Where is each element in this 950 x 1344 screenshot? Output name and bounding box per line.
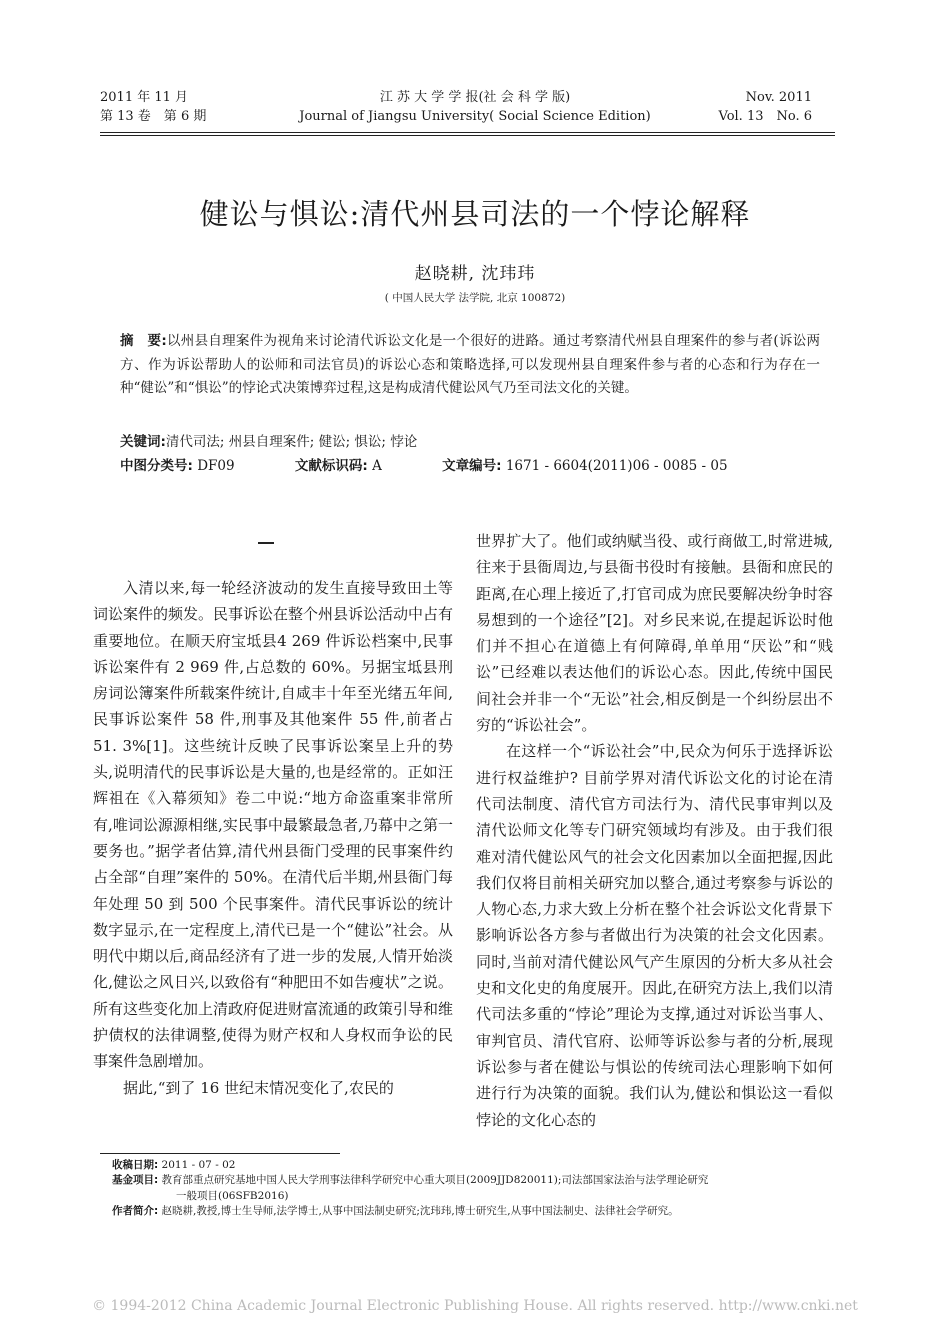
doc-code-field <box>295 458 410 474</box>
article-number-label: 文章编号: <box>442 458 502 474</box>
classification-line <box>120 455 840 477</box>
fund-label: 基金项目: <box>112 1174 159 1186</box>
footnote-received <box>112 1158 840 1174</box>
section-number-one <box>258 542 274 544</box>
body-left-column <box>93 575 453 1101</box>
footnote-author <box>112 1204 840 1220</box>
abstract-label: 摘 要: <box>120 333 167 349</box>
clc-value: DF09 <box>197 458 235 474</box>
journal-name-en: Journal of Jiangsu University( Social Science Edition) <box>299 109 651 124</box>
paper-title: 健讼与惧讼:清代州县司法的一个悖论解释 <box>199 197 751 231</box>
doc-code-value: A <box>372 458 382 474</box>
article-number-value: 1671 - 6604(2011)06 - 0085 - 05 <box>505 458 728 474</box>
author-bio-label: 作者简介: <box>112 1205 159 1217</box>
clc-label: 中图分类号: <box>120 458 193 474</box>
body-paragraph: 在这样一个“诉讼社会”中,民众为何乐于选择诉讼进行权益维护? 目前学界对清代诉讼文化的讨论在清代司法制度、清代官方司法行为、清代民事审判以及清代讼师文化等专门研究领域均有涉及。由于我们很难对清代健讼风气的社会文化因素加以全面把握,因此我们仅将目前相关研究加以整合,通过考察参与诉讼的人物心态,力求大致上分析在整个社会诉讼文化背景下影响诉讼各方参与者做出行为决策的社会文化因素。同时,当前对清代健讼风气产生原因的分析大多从社会史和文化史的角度展开。因此,在研究方法上,我们以清代司法多重的“悖论”理论为支撑,通过对诉讼当事人、审判官员、清代官府、讼师等诉讼参与者的分析,展现诉讼参与者在健讼与惧讼的传统司法心理影响下如何进行行为决策的面貌。我们认为,健讼和惧讼这一看似悖论的文化心态的 <box>476 742 833 1129</box>
body-paragraph: 入清以来,每一轮经济波动的发生直接导致田土等词讼案件的频发。民事诉讼在整个州县诉讼活动中占有重要地位。在顺天府宝坻县4 269 件诉讼档案中,民事诉讼案件有 2 969 件,占总数的 60%。另据宝坻县刑房词讼簿案件所载案件统计,自咸丰十年至光绪五年间,民事诉讼案件 58 件,刑事及其他案件 55 件,前者占51. 3%[1]。这些统计反映了民事诉讼案呈上升的势头,说明清代的民事诉讼是大量的,也是经常的。正如汪辉祖在《入幕须知》卷二中说:“地方命盗重案非常所有,唯词讼源源相继,实民事中最繁最急者,乃幕中之第一要务也。”据学者估算,清代州县衙门受理的民事案件约占全部“自理”案件的 50%。在清代后半期,州县衙门每年处理 50 到 500 个民事案件。清代民事诉讼的统计数字显示,在一定程度上,清代已是一个“健讼”社会。从明代中期以后,商品经济有了进一步的发展,人情开始淡化,健讼之风日兴,以致俗有“种肥田不如告瘦状”之说。所有这些变化加上清政府促进财富流通的政策引导和维护债权的法律调整,使得为财产权和人身权而争讼的民事案件急剧增加。 <box>93 579 454 1071</box>
header-rule-double <box>100 135 835 136</box>
keywords-label: 关键词: <box>120 434 166 450</box>
footnote-rule <box>100 1153 340 1154</box>
author-affiliation: ( 中国人民大学 法学院, 北京 100872) <box>384 292 566 304</box>
clc-field <box>120 458 263 474</box>
doc-code-label: 文献标识码: <box>294 458 368 474</box>
keywords-text: 清代司法; 州县自理案件; 健讼; 惧讼; 悖论 <box>165 434 418 450</box>
fund-value: 教育部重点研究基地中国人民大学刑事法律科学研究中心重大项目(2009JJD820011);司法部国家法治与法学理论研究 <box>161 1174 709 1186</box>
article-number-field <box>442 458 755 474</box>
running-header <box>0 88 950 134</box>
header-volume-en: Vol. 13 No. 6 <box>718 109 812 124</box>
header-date-en: Nov. 2011 <box>745 90 812 105</box>
body-paragraph: 据此,“到了 16 世纪末情况变化了,农民的 <box>123 1078 394 1097</box>
received-label: 收稿日期: <box>112 1159 159 1171</box>
header-volume: 第 13 卷 第 6 期 <box>100 109 207 124</box>
body-right-column <box>476 528 833 1133</box>
header-date: 2011 年 11 月 <box>100 90 189 105</box>
copyright-notice: © 1994-2012 China Academic Journal Electronic Publishing House. All rights reserved. http://www.cnki.net <box>92 1298 858 1314</box>
keywords <box>120 431 820 453</box>
journal-name-cn: 江 苏 大 学 学 报(社 会 科 学 版) <box>379 90 571 105</box>
footnote-fund <box>112 1173 840 1204</box>
received-value: 2011 - 07 - 02 <box>161 1159 236 1171</box>
abstract-text: 以州县自理案件为视角来讨论清代诉讼文化是一个很好的进路。通过考察清代州县自理案件的参与者(诉讼两方、作为诉讼帮助人的讼师和司法官员)的诉讼心态和策略选择,可以发现州县自理案件参与者的心态和行为存在一种“健讼”和“惧讼”的悖论式决策博弈过程,这是构成清代健讼风气乃至司法文化的关键。 <box>120 333 821 396</box>
abstract <box>120 330 820 401</box>
header-date-issue-en <box>719 88 813 126</box>
header-rule <box>100 132 835 133</box>
author-bio-value: 赵晓耕,教授,博士生导师,法学博士,从事中国法制史研究;沈玮玮,博士研究生,从事中国法制史、法律社会学研究。 <box>161 1205 679 1217</box>
fund-value-continued: 一般项目(06SFB2016) <box>176 1189 289 1202</box>
body-paragraph: 世界扩大了。他们或纳赋当役、或行商做工,时常进城,往来于县衙周边,与县衙书役时有接触。县衙和庶民的距离,在心理上接近了,打官司成为庶民要解决纷争时容易想到的一个途径”[2]。对乡民来说,在提起诉讼时他们并不担心在道德上有何障碍,单单用“厌讼”和“贱讼”已经难以表达他们的诉讼心态。因此,传统中国民间社会并非一个“无讼”社会,相反倒是一个纠纷层出不穷的“诉讼社会”。 <box>476 532 833 735</box>
paper-authors: 赵晓耕, 沈玮玮 <box>414 264 536 284</box>
